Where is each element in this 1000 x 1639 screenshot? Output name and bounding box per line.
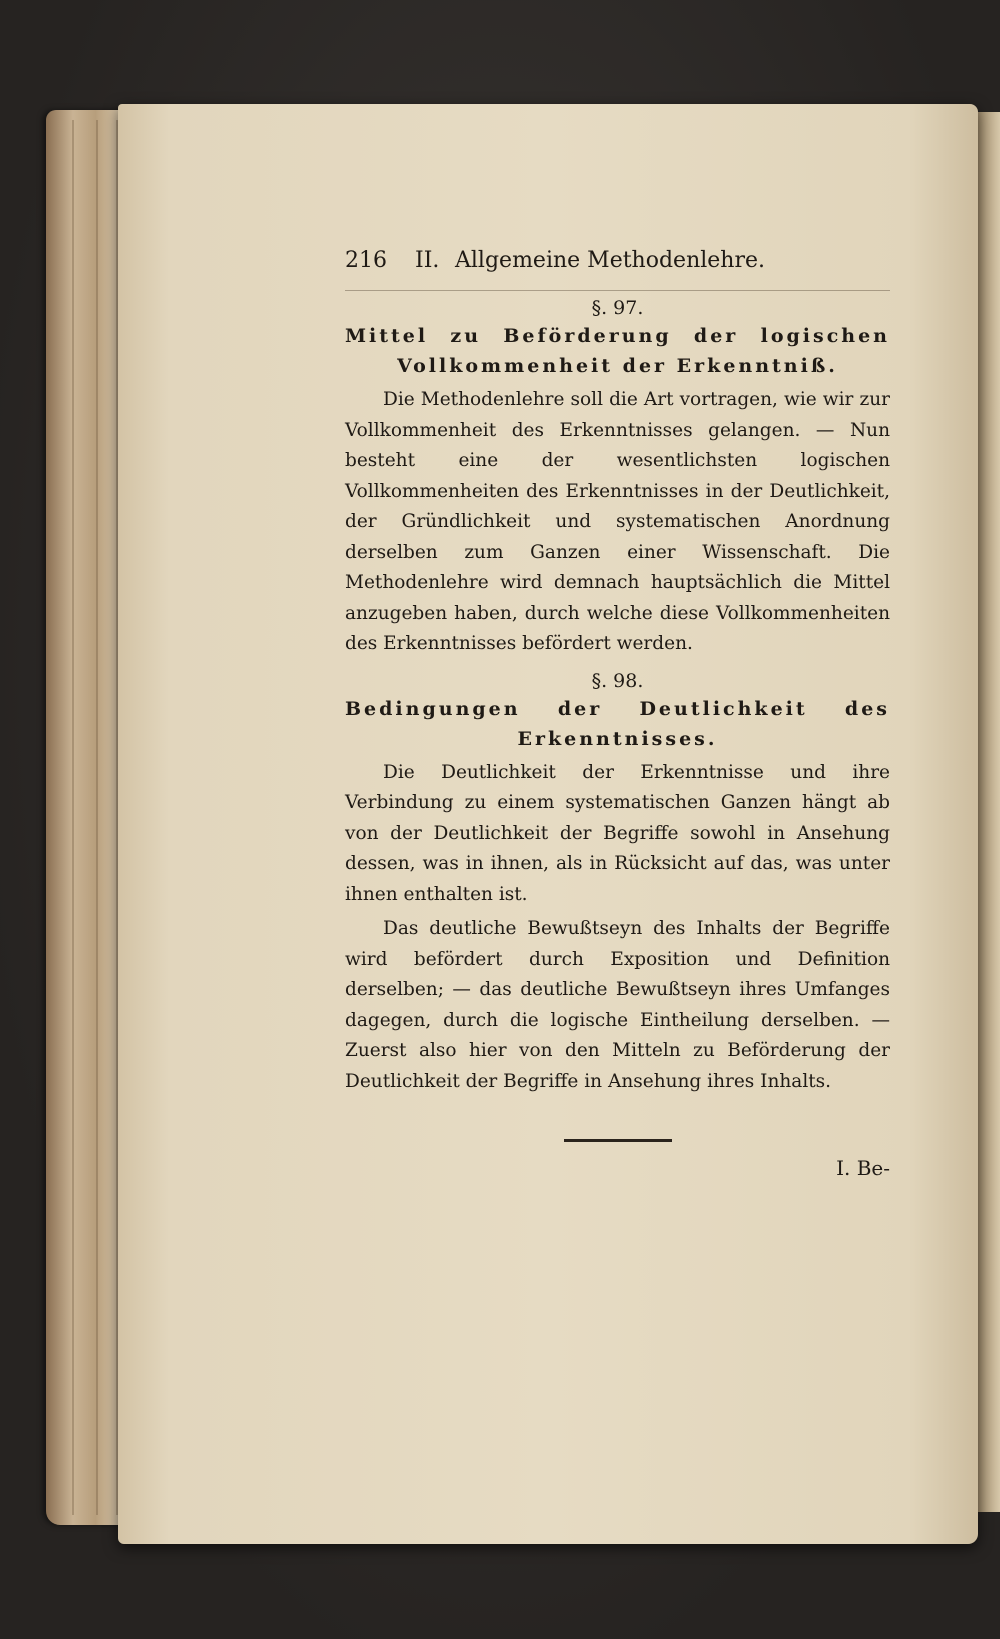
running-head (345, 248, 890, 291)
paragraph: Das deutliche Bewußtseyn des Inhalts der Begriffe wird befördert durch Exposition und Definition derselben; — das deutliche Bewußtseyn ihres Umfanges dagegen, durch die logische Eintheilung derselben. — Zuerst also hier von den Mitteln zu Beförderung der Deutlichkeit der Begriffe in Ansehung ihres Inhalts. (345, 918, 890, 1092)
closing-rule (564, 1139, 672, 1142)
section-97 (345, 297, 890, 660)
facing-page-edge (978, 112, 1000, 1512)
running-title: Allgemeine Methodenlehre. (455, 248, 765, 273)
section-number: §. 97. (591, 297, 644, 319)
section-number: §. 98. (591, 669, 644, 692)
section-heading: Mittel zu Beförderung der logischen Vollkommenheit der Erkenntniß. (345, 325, 890, 377)
paragraph: Die Methodenlehre soll die Art vortragen, wie wir zur Vollkommenheit des Erkenntnisses gelangen. — Nun besteht eine der wesentlichsten logischen Vollkommenheiten des Erkenntnisses in der Deutlichkeit, der Gründlichkeit und systematischen Anordnung derselben zum Ganzen einer Wissenschaft. Die Methodenlehre wird demnach hauptsächlich die Mittel anzugeben haben, durch welche diese Vollkommenheiten des Erkenntnisses befördert werden. (345, 389, 890, 654)
page-edge-line (72, 120, 74, 1515)
paragraph: Die Deutlichkeit der Erkenntnisse und ihre Verbindung zu einem systematischen Ganzen hängt ab von der Deutlichkeit der Begriffe sowohl in Ansehung dessen, was in ihnen, als in Rücksicht auf das, was unter ihnen enthalten ist. (345, 761, 890, 905)
page-number: 216 (345, 248, 387, 273)
page-content (345, 248, 890, 1180)
catchword: I. Be- (836, 1156, 890, 1180)
section-heading: Bedingungen der Deutlichkeit des Erkenntnisses. (345, 697, 890, 750)
section-98 (345, 670, 890, 1098)
page-edge-line (96, 120, 98, 1515)
part-number: II. (415, 248, 440, 273)
